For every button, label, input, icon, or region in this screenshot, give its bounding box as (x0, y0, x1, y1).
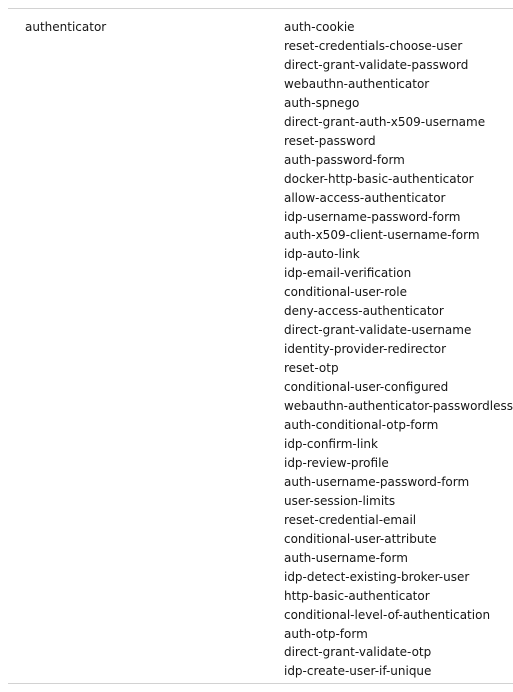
table-row (8, 9, 513, 683)
list-item: auth-cookie (283, 20, 355, 34)
list-item: auth-x509-client-username-form (283, 228, 480, 243)
list-item: user-session-limits (283, 493, 396, 508)
list-item: auth-conditional-otp-form (283, 418, 439, 433)
list-item: auth-otp-form (283, 626, 368, 641)
list-item: webauthn-authenticator-passwordless (283, 399, 513, 414)
list-item: http-basic-authenticator (283, 588, 430, 603)
list-item: idp-confirm-link (283, 436, 378, 451)
list-item: reset-credential-email (283, 512, 417, 527)
provider-table (8, 8, 513, 684)
list-item: allow-access-authenticator (283, 190, 446, 205)
list-item: conditional-user-configured (283, 380, 449, 395)
provider-list (284, 18, 513, 681)
list-item: direct-grant-validate-otp (283, 645, 432, 660)
list-item: auth-password-form (283, 152, 405, 167)
list-item: idp-email-verification (283, 266, 412, 281)
list-item: direct-grant-validate-username (283, 323, 472, 338)
list-item: auth-username-password-form (283, 474, 470, 489)
list-item: reset-otp (283, 361, 339, 376)
list-item: reset-credentials-choose-user (283, 38, 463, 53)
list-item: idp-auto-link (283, 247, 360, 262)
list-item: identity-provider-redirector (283, 342, 447, 357)
provider-list-cell (267, 9, 513, 683)
list-item: conditional-user-role (283, 285, 407, 300)
list-item: idp-username-password-form (283, 209, 461, 224)
list-item: conditional-level-of-authentication (283, 607, 491, 622)
list-item: deny-access-authenticator (283, 304, 444, 319)
list-item: webauthn-authenticator (283, 76, 430, 91)
list-item: direct-grant-validate-password (283, 57, 469, 72)
list-item: docker-http-basic-authenticator (283, 171, 474, 186)
list-item: idp-create-user-if-unique (283, 664, 432, 679)
provider-type-cell: authenticator (25, 20, 107, 34)
list-item: auth-username-form (283, 550, 408, 565)
list-item: conditional-user-attribute (283, 531, 437, 546)
list-item: direct-grant-auth-x509-username (283, 114, 486, 129)
list-item: idp-review-profile (283, 455, 389, 470)
list-item: idp-detect-existing-broker-user (283, 569, 470, 584)
list-item: auth-spnego (283, 95, 360, 110)
list-item: reset-password (283, 133, 376, 148)
